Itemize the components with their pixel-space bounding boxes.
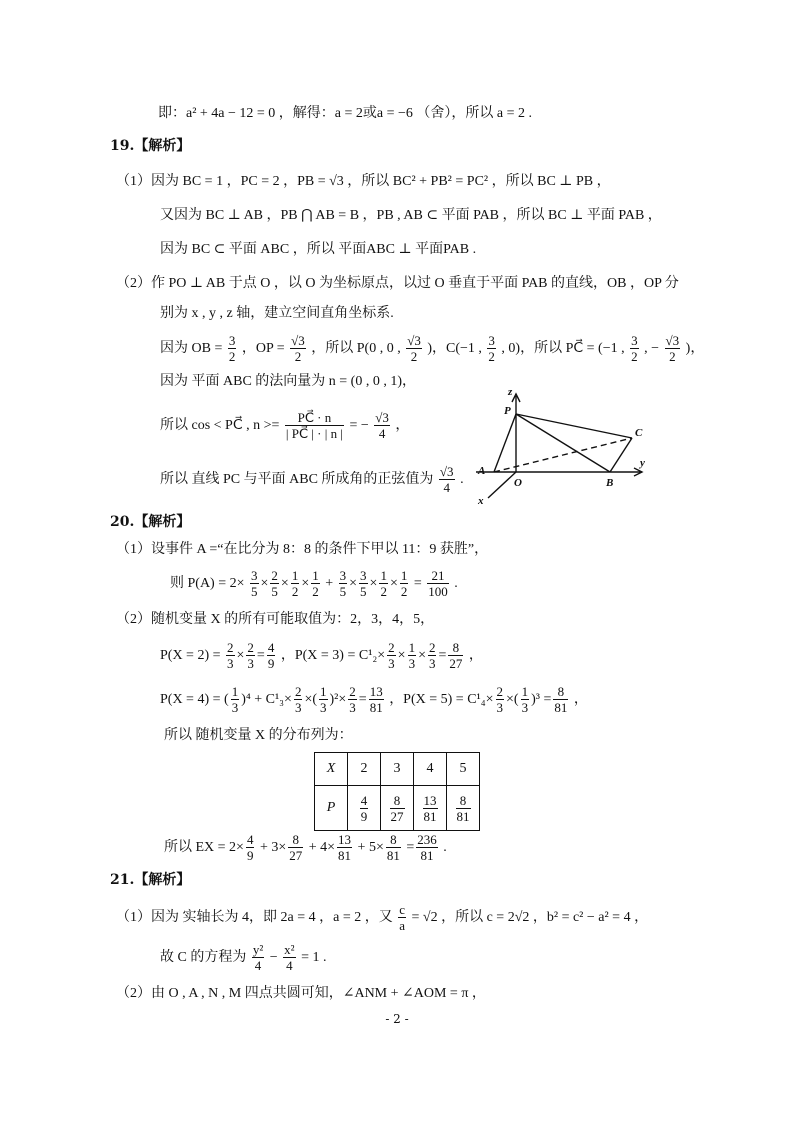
fraction: $\frac{1}{2}$ xyxy=(312,568,319,600)
table-cell xyxy=(447,786,480,831)
fraction: $\frac{√3}{2}$ xyxy=(665,333,680,365)
section-heading-20: 20.【解析】 xyxy=(110,514,191,530)
table-row xyxy=(315,753,480,786)
text-fragment: = √2 ，所以 c = 2√2 ，b² = c² − a² = 4 ， xyxy=(411,910,649,925)
distribution-table xyxy=(314,752,480,831)
text-fragment: 则 P(A) = 2× xyxy=(170,576,245,591)
fraction: $\frac{8}{27}$ xyxy=(289,832,303,864)
table-cell: P xyxy=(315,786,348,831)
fraction: $\frac{2}{5}$ xyxy=(271,568,278,600)
figure-label: P xyxy=(504,405,511,417)
text-fragment: . xyxy=(454,576,458,591)
fraction: $\frac{2}{3}$ xyxy=(247,640,254,672)
table-cell xyxy=(348,786,381,831)
fraction: $\frac{8}{27}$ xyxy=(390,792,404,824)
text-fragment: ¹₄ xyxy=(476,692,486,707)
text-fragment: )²× xyxy=(329,692,347,707)
fraction: $\frac{2}{3}$ xyxy=(496,684,504,716)
math-line: P(X = 2) = $\frac{2}{3}$ × $\frac{2}{3}$ = $\frac{4}{9}$ ，P(X = 3) = C¹₂× $\frac{2}{3}$ × $\frac{1}{3}$ × $\frac{2}{3}$ = $\frac{8}{27}$ ， xyxy=(160,640,483,672)
fraction: $\frac{3}{2}$ xyxy=(488,333,495,365)
text-line: （1）因为 BC = 1 ，PC = 2 ，PB = √3 ，所以 BC² + PB² = PC² ，所以 BC ⊥ PB ， xyxy=(116,174,611,189)
text-fragment: 因为 OB = xyxy=(160,341,223,356)
math-line: P(X = 4) = ( $\frac{1}{3}$ )⁴ + C¹₃× $\frac{2}{3}$ ×( $\frac{1}{3}$ )²× $\frac{2}{3}$ = $\frac{13}{81}$ ，P(X = 5) = C¹₄× $\frac{2}{3}$ ×( $\frac{1}{3}$ )³ = $\frac{8}{81}$ ， xyxy=(160,684,588,716)
math-line xyxy=(160,404,409,448)
fraction: $\frac{21}{100}$ xyxy=(428,568,448,600)
text-fragment: + xyxy=(325,576,334,591)
math-line xyxy=(160,460,464,500)
fraction: $\frac{1}{3}$ xyxy=(231,684,239,716)
fraction: $\frac{\text{x²}}{4}$ xyxy=(284,942,295,974)
section-heading-21: 21.【解析】 xyxy=(110,872,191,888)
fraction: $\frac{8}{81}$ xyxy=(554,684,568,716)
figure-label: O xyxy=(514,477,522,489)
fraction: $\frac{8}{81}$ xyxy=(456,792,470,824)
fraction: $\frac{1}{2}$ xyxy=(291,568,299,600)
math-line xyxy=(164,828,447,868)
fraction: $\frac{4}{9}$ xyxy=(246,832,254,864)
figure-label: C xyxy=(635,427,643,439)
text-fragment: P(X = 4) = ( xyxy=(160,692,229,707)
fraction: $\frac{3}{5}$ xyxy=(360,568,367,600)
text-fragment: , 0)，所以 PC⃗ = (−1 , xyxy=(501,341,625,356)
math-line xyxy=(160,938,326,978)
text-fragment: 所以 cos < PC⃗ , n >= xyxy=(160,418,280,433)
text-line: （2）作 PO ⊥ AB 于点 O ，以 O 为坐标原点，以过 O 垂直于平面 PAB 的直线，OB ，OP 分 xyxy=(116,276,679,291)
text-fragment: 故 C 的方程为 xyxy=(160,950,247,965)
text-fragment: ，所以 P(0 , 0 , xyxy=(311,341,401,356)
fraction: $\frac{2}{3}$ xyxy=(349,684,356,716)
text-fragment: ¹₂ xyxy=(368,648,378,663)
text-fragment: = − xyxy=(349,418,369,433)
text-fragment: + 3× xyxy=(259,840,287,855)
text-fragment: )，C(−1 , xyxy=(427,341,482,356)
text-fragment: − xyxy=(269,950,278,965)
table-cell: X xyxy=(315,753,348,786)
text-line: 又因为 BC ⊥ AB ，PB ⋂ AB = B ，PB , AB ⊂ 平面 PAB ，所以 BC ⊥ 平面 PAB ， xyxy=(160,208,662,223)
fraction: $\frac{3}{5}$ xyxy=(339,568,347,600)
text-line: 因为 BC ⊂ 平面 ABC ，所以 平面ABC ⊥ 平面PAB . xyxy=(160,242,477,257)
text-line: （2）随机变量 X 的所有可能取值为：2，3，4，5， xyxy=(116,612,435,627)
fraction: $\frac{13}{81}$ xyxy=(423,792,437,824)
text-fragment: 所以 直线 PC 与平面 ABC 所成角的正弦值为 xyxy=(160,472,434,487)
text-fragment: = xyxy=(413,576,422,591)
fraction: $\frac{1}{2}$ xyxy=(400,568,408,600)
table-cell: 5 xyxy=(447,753,480,786)
table-row xyxy=(315,786,480,831)
text-fragment: ， xyxy=(468,648,483,663)
text-fragment: ¹₃ xyxy=(274,692,285,707)
text-fragment: . xyxy=(460,472,464,487)
figure-label: B xyxy=(606,477,614,489)
table-cell: 2 xyxy=(348,753,381,786)
math-line: 则 P(A) = 2× $\frac{3}{5}$ × $\frac{2}{5}$ × $\frac{1}{2}$ × $\frac{1}{2}$ + $\frac{3}{5}$ × $\frac{3}{5}$ × $\frac{1}{2}$ × $\frac{1}{2}$ = $\frac{21}{100}$ . xyxy=(170,568,458,600)
text-line: 所以 随机变量 X 的分布列为： xyxy=(164,728,353,743)
text-fragment: )³ = xyxy=(531,692,552,707)
figure-label: A xyxy=(478,465,486,477)
figure-label: x xyxy=(478,495,484,507)
fraction: $\frac{2}{3}$ xyxy=(294,684,302,716)
text-fragment: )， xyxy=(685,341,705,356)
text-fragment: ，P(X = 5) = C xyxy=(389,692,477,707)
table-cell: 4 xyxy=(414,753,447,786)
text-fragment: + 4× xyxy=(308,840,336,855)
section-heading-19: 19.【解析】 xyxy=(110,138,191,154)
text-line: （1）设事件 A =“在比分为 8：8 的条件下甲以 11：9 获胜”， xyxy=(116,542,489,557)
text-fragment: + 5× xyxy=(357,840,384,855)
fraction: $\frac{√3}{2}$ xyxy=(291,333,305,365)
fraction: $\frac{1}{3}$ xyxy=(521,684,529,716)
fraction: $\frac{4}{9}$ xyxy=(360,792,368,824)
math-line xyxy=(116,898,648,938)
fraction: $\frac{c}{a}$ xyxy=(399,902,405,934)
fraction: $\frac{√3}{4}$ xyxy=(439,464,454,496)
fraction: $\frac{4}{9}$ xyxy=(267,640,275,672)
text-fragment: = 1 . xyxy=(301,950,327,965)
text-fragment: （1）因为 实轴长为 4，即 2a = 4 ，a = 2 ，又 xyxy=(116,910,393,925)
fraction: $\frac{8}{27}$ xyxy=(449,640,463,672)
text-line: （2）由 O , A , N , M 四点共圆可知，∠ANM + ∠AOM = π ， xyxy=(116,986,486,1001)
math-line xyxy=(160,330,704,368)
table-cell xyxy=(381,786,414,831)
fraction: $\frac{3}{2}$ xyxy=(631,333,638,365)
coordinate-figure xyxy=(470,382,660,507)
text-fragment: ， xyxy=(395,418,410,433)
figure-label: y xyxy=(640,457,645,469)
table-cell xyxy=(414,786,447,831)
text-fragment: P(X = 2) = xyxy=(160,648,221,663)
fraction: $\frac{1}{2}$ xyxy=(380,568,387,600)
text-fragment: )⁴ + C xyxy=(241,692,275,707)
fraction: $\frac{1}{3}$ xyxy=(408,640,416,672)
fraction: $\frac{3}{2}$ xyxy=(228,333,236,365)
page-number: - 2 - xyxy=(385,1012,409,1026)
text-fragment: 所以 EX = 2× xyxy=(164,840,244,855)
figure-label: z xyxy=(508,386,513,398)
text-line: 别为 x , y , z 轴，建立空间直角坐标系. xyxy=(160,306,394,321)
text-line: 即：a² + 4a − 12 = 0 ，解得：a = 2或a = −6 （舍），所以 a = 2 . xyxy=(158,106,533,121)
text-fragment: ， xyxy=(573,692,588,707)
fraction: $\frac{2}{3}$ xyxy=(227,640,234,672)
fraction: $\frac{√3}{4}$ xyxy=(375,410,389,442)
fraction: $\frac{1}{3}$ xyxy=(320,684,327,716)
text-fragment: , − xyxy=(644,341,660,356)
fraction: $\frac{PC⃗ \cdot n}{| PC⃗ | \cdot | n |}$ xyxy=(285,410,343,442)
fraction: $\frac{\text{y²}}{4}$ xyxy=(252,942,264,974)
text-fragment: = xyxy=(406,840,415,855)
fraction: $\frac{√3}{2}$ xyxy=(407,333,421,365)
fraction: $\frac{13}{81}$ xyxy=(338,832,352,864)
fraction: $\frac{2}{3}$ xyxy=(428,640,436,672)
fraction: $\frac{13}{81}$ xyxy=(369,684,383,716)
fraction: $\frac{8}{81}$ xyxy=(386,832,400,864)
text-fragment: ，P(X = 3) = C xyxy=(280,648,369,663)
text-fragment: . xyxy=(443,840,447,855)
fraction: $\frac{2}{3}$ xyxy=(388,640,395,672)
fraction: $\frac{236}{81}$ xyxy=(417,832,437,864)
text-line: 因为 平面 ABC 的法向量为 n = (0 , 0 , 1)， xyxy=(160,374,417,389)
fraction: $\frac{3}{5}$ xyxy=(251,568,258,600)
table-cell: 3 xyxy=(381,753,414,786)
text-fragment: ，OP = xyxy=(241,341,285,356)
